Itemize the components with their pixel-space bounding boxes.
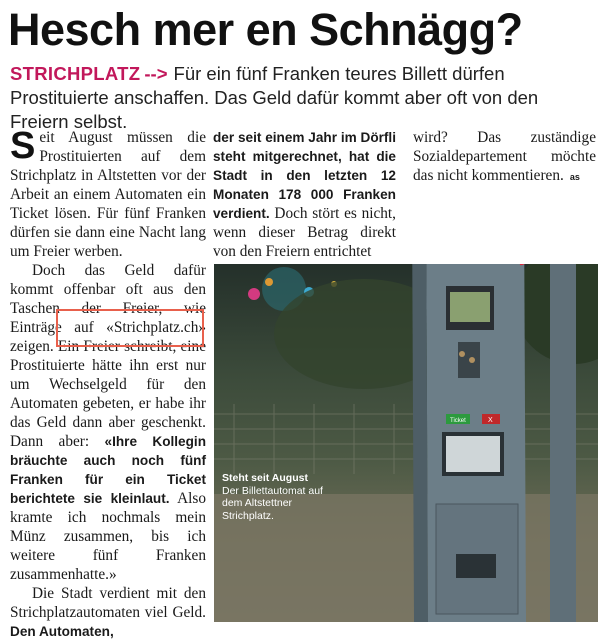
dropcap: S (10, 128, 35, 164)
caption-text: Der Billettautomat auf dem Altstettner Strichplatz. (222, 485, 323, 522)
column-3-text: wird? Das zuständige Sozialdepartement möchte das nicht kommentieren. (413, 129, 596, 184)
column-2-paragraph (213, 128, 396, 261)
highlight-box (56, 309, 204, 347)
ticket-button-label: Ticket (450, 418, 466, 424)
kicker-text: Für ein fünf Franken teures Billett dürfen Prostituierte anschaffen. Das Geld dafür kommt aber oft von den Freiern selbst. (10, 63, 538, 132)
author-initials: as (570, 172, 580, 182)
kicker-tag: STRICHPLATZ (10, 63, 140, 84)
paragraph-2-text: Doch das Geld dafür kommt offenbar oft aus den Taschen der Freier, wie Einträge auf «Strichplatz.ch» zeigen. Ein Freier schreibt, eine Prostituierte hätte ihn erst nur um Wechselgeld für den Automaten gebeten, er habe ihr das Geld dann aber geschenkt. Dann aber: (10, 262, 206, 450)
column-3-paragraph (413, 128, 596, 187)
headline: Hesch mer en Schnägg? (8, 2, 598, 58)
paragraph-2-quote: «Ihre Kollegin bräuchte auch noch fünf Franken für ein Ticket berichtete sie kleinlaut. (10, 434, 206, 506)
paragraph-1-text: eit August müssen die Prostituierten auf dem Strichplatz in Altstetten vor der Arbeit an einem Automaten ein Ticket lösen. Für fünf Franken dürfen sie dann eine Nacht lang um Freier werben. (10, 129, 206, 260)
paragraph-2-rest: Also kramte ich nochmals mein Münz zusammen, bis ich weitere fünf Franken zusammenhatte.» (10, 490, 206, 583)
kicker-arrow-icon: --> (144, 63, 167, 84)
article-column-1 (10, 128, 206, 641)
cancel-button-label: X (488, 417, 493, 424)
paragraph-1 (10, 128, 206, 261)
column-2-bold: der seit einem Jahr im Dörfli steht mitgerechnet, hat die Stadt in den letzten 12 Monaten 178 000 Franken verdient. (213, 130, 396, 221)
caption-lead: Steht seit August (222, 472, 340, 485)
paragraph-3 (10, 584, 206, 641)
kicker (10, 62, 595, 134)
photo-caption (222, 472, 340, 522)
paragraph-3-text: Die Stadt verdient mit den Strichplatzautomaten viel Geld. (10, 585, 206, 621)
column-2-text: Doch stört es nicht, wenn dieser Betrag direkt von den Freiern entrichtet (213, 205, 396, 260)
article-column-2 (213, 128, 396, 261)
photo (214, 264, 598, 622)
photo-scene (214, 264, 598, 622)
paragraph-3-bold: Den Automaten, (10, 624, 114, 639)
article-column-3 (413, 128, 596, 187)
